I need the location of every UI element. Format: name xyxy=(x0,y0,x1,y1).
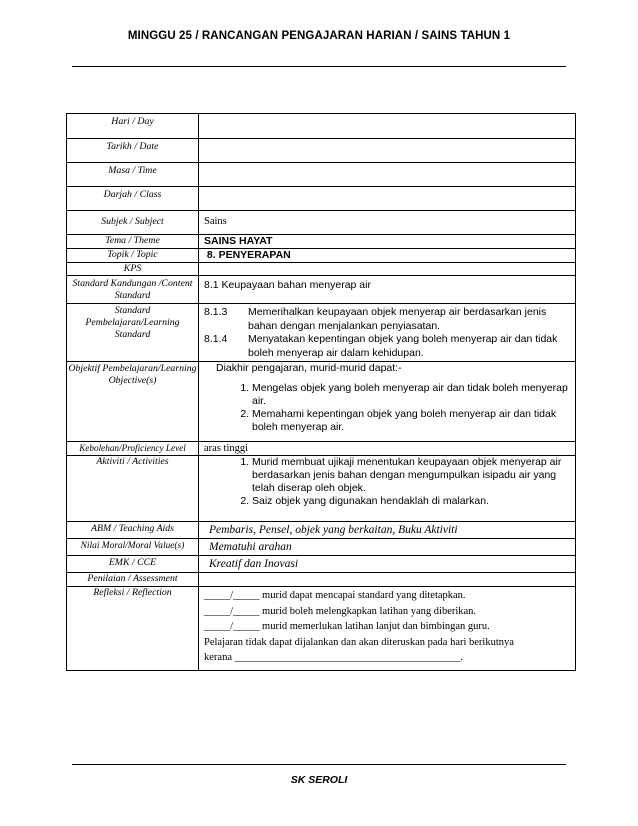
standard-text: Menyatakan kepentingan objek yang boleh menyerap air dan tidak boleh menyerap air dalam kehidupan. xyxy=(248,333,558,359)
label-content-standard: Standard Kandungan /Content Standard xyxy=(67,276,199,304)
value-assessment xyxy=(199,573,576,587)
activity-list xyxy=(204,456,571,508)
label-proficiency: Kebolehan/Proficiency Level xyxy=(67,442,199,456)
standard-code: 8.1.4 xyxy=(204,333,228,345)
label-kps: KPS xyxy=(67,263,199,276)
row-reflection xyxy=(67,587,576,671)
value-moral-value: Mematuhi arahan xyxy=(199,539,576,556)
row-kps xyxy=(67,263,576,276)
value-reflection xyxy=(199,587,576,671)
row-learning-standard xyxy=(67,304,576,362)
objective-item: 2. Memahami kepentingan objek yang boleh menyerap air dan tidak boleh menyerap air. xyxy=(252,408,571,434)
activity-item: 1. Murid membuat ujikaji menentukan keupayaan objek menyerap air berdasarkan jenis bahan dengan mengumpulkan isipadu air yang telah diserap oleh objek. xyxy=(252,456,571,495)
value-topic: 8. PENYERAPAN xyxy=(199,249,576,263)
learning-standard-item xyxy=(204,306,571,333)
label-teaching-aids: ABM / Teaching Aids xyxy=(67,522,199,539)
footer-rule xyxy=(72,764,566,765)
row-content-standard xyxy=(67,276,576,304)
row-activities xyxy=(67,456,576,522)
value-subject: Sains xyxy=(199,211,576,235)
label-activities: Aktiviti / Activities xyxy=(67,456,199,522)
label-topic: Topik / Topic xyxy=(67,249,199,263)
label-day: Hari / Day xyxy=(67,114,199,139)
lesson-plan-table xyxy=(66,113,576,671)
row-objective xyxy=(67,362,576,442)
label-subject: Subjek / Subject xyxy=(67,211,199,235)
label-theme: Tema / Theme xyxy=(67,235,199,249)
value-objective xyxy=(199,362,576,442)
row-class xyxy=(67,187,576,211)
objective-list xyxy=(204,382,571,434)
value-teaching-aids: Pembaris, Pensel, objek yang berkaitan, Buku Aktiviti xyxy=(199,522,576,539)
value-proficiency: aras tinggi xyxy=(199,442,576,456)
activity-item: 2. Saiz objek yang digunakan hendaklah di malarkan. xyxy=(252,495,571,508)
value-class xyxy=(199,187,576,211)
reflection-note: Pelajaran tidak dapat dijalankan dan akan diteruskan pada hari berikutnya xyxy=(204,636,514,648)
label-assessment: Penilaian / Assessment xyxy=(67,573,199,587)
row-day xyxy=(67,114,576,139)
reflection-line: _____/_____ murid dapat mencapai standard yang ditetapkan. xyxy=(204,590,466,601)
row-date xyxy=(67,139,576,163)
reflection-line: _____/_____ murid memerlukan latihan lanjut dan bimbingan guru. xyxy=(204,621,490,632)
value-day xyxy=(199,114,576,139)
reflection-reason: kerana ___________________________________________. xyxy=(204,652,463,663)
label-class: Darjah / Class xyxy=(67,187,199,211)
standard-text: Memerihalkan keupayaan objek menyerap air berdasarkan jenis bahan dengan menjalankan penyiasatan. xyxy=(248,306,547,332)
label-moral-value: Nilai Moral/Moral Value(s) xyxy=(67,539,199,556)
value-cce: Kreatif dan Inovasi xyxy=(199,556,576,573)
row-assessment xyxy=(67,573,576,587)
label-learning-standard: Standard Pembelajaran/Learning Standard xyxy=(67,304,199,362)
row-teaching-aids xyxy=(67,522,576,539)
value-date xyxy=(199,139,576,163)
row-cce xyxy=(67,556,576,573)
label-date: Tarikh / Date xyxy=(67,139,199,163)
header-rule xyxy=(72,66,566,67)
label-cce: EMK / CCE xyxy=(67,556,199,573)
value-kps xyxy=(199,263,576,276)
page-header: MINGGU 25 / RANCANGAN PENGAJARAN HARIAN / SAINS TAHUN 1 xyxy=(127,30,511,42)
value-activities xyxy=(199,456,576,522)
value-learning-standard xyxy=(199,304,576,362)
row-theme xyxy=(67,235,576,249)
value-theme: SAINS HAYAT xyxy=(199,235,576,249)
label-objective: Objektif Pembelajaran/Learning Objective(s) xyxy=(67,362,199,442)
standard-code: 8.1.3 xyxy=(204,306,228,318)
value-content-standard: 8.1 Keupayaan bahan menyerap air xyxy=(199,276,576,304)
objective-item: 1. Mengelas objek yang boleh menyerap air dan tidak boleh menyerap air. xyxy=(252,382,571,408)
reflection-line: _____/_____ murid boleh melengkapkan latihan yang diberikan. xyxy=(204,605,477,617)
objective-intro: Diakhir pengajaran, murid-murid dapat:- xyxy=(216,362,402,374)
label-reflection: Refleksi / Reflection xyxy=(67,587,199,671)
learning-standard-item xyxy=(204,333,571,360)
row-moral-value xyxy=(67,539,576,556)
row-time xyxy=(67,163,576,187)
row-topic xyxy=(67,249,576,263)
school-name: SK SEROLI xyxy=(290,774,348,786)
row-subject xyxy=(67,211,576,235)
row-proficiency xyxy=(67,442,576,456)
label-time: Masa / Time xyxy=(67,163,199,187)
value-time xyxy=(199,163,576,187)
